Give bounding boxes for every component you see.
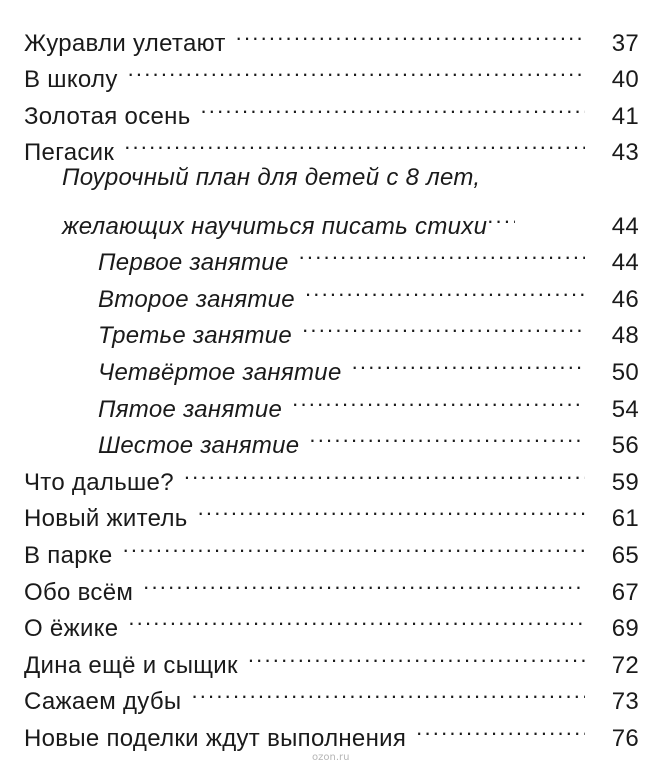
toc-entry-title: Новые поделки ждут выполнения [24,724,407,752]
toc-entry-title: Поурочный план для детей с 8 лет, [62,164,481,192]
toc-entry [0,636,661,679]
toc-entry-title: В школу [24,66,118,94]
toc-entry [0,417,661,460]
toc-entry [0,709,661,752]
dot-leader [487,197,515,234]
dot-leader [305,270,585,307]
toc-entry [0,343,661,386]
toc-entry-title: Журавли улетают [24,29,226,57]
toc-entry-page: 48 [611,322,639,350]
dot-leader [236,14,585,51]
toc-entry-title: желающих научиться писать стихи [62,212,488,240]
toc-entry-title: Обо всём [24,578,134,606]
dot-leader [191,673,585,710]
watermark-text: ozon.ru [312,752,350,763]
toc-entry-title: В парке [24,541,113,569]
toc-entry [0,234,661,277]
dot-leader [128,600,585,637]
toc-entry-page: 44 [611,212,639,240]
toc-entry [0,600,661,643]
toc-entry-title: Третье занятие [98,322,293,350]
toc-entry-page: 72 [611,651,639,679]
toc-entry-title: Золотая осень [24,102,191,130]
dot-leader [184,453,585,490]
toc-entry [0,526,661,569]
toc-entry-page: 73 [611,688,639,716]
dot-leader [299,234,585,271]
toc-entry [0,270,661,313]
dot-leader [309,417,585,454]
toc-entry-title: Первое занятие [98,249,289,277]
toc-entry-title: Пятое занятие [98,395,283,423]
toc-entry [0,380,661,423]
dot-leader [416,709,585,746]
toc-entry-page: 37 [611,29,639,57]
toc-entry-page: 44 [611,249,639,277]
dot-leader [352,343,585,380]
toc-entry [0,563,661,606]
toc-entry-title: Новый житель [24,505,188,533]
dot-leader [143,563,585,600]
toc-entry [0,307,661,350]
toc-entry [0,197,661,240]
toc-entry-page: 41 [611,102,639,130]
dot-leader [292,380,585,417]
dot-leader [201,87,586,124]
table-of-contents [0,14,661,752]
toc-entry-title: Четвёртое занятие [98,358,342,386]
dot-leader [198,490,585,527]
toc-entry-page: 61 [611,505,639,533]
toc-entry-title: Шестое занятие [98,432,300,460]
toc-entry-title: О ёжике [24,615,119,643]
toc-entry [0,87,661,130]
dot-leader [248,636,585,673]
dot-leader [123,526,585,563]
dot-leader [124,124,585,161]
toc-entry-title: Дина ещё и сыщик [24,651,238,679]
toc-entry [0,124,661,167]
toc-entry-title: Пегасик [24,139,115,167]
toc-entry-page: 69 [611,615,639,643]
toc-entry-title: Сажаем дубы [24,688,182,716]
toc-entry [0,160,661,197]
toc-entry-title: Второе занятие [98,285,295,313]
dot-leader [128,51,585,88]
toc-entry-page: 43 [611,139,639,167]
toc-entry-page: 56 [611,432,639,460]
toc-entry-page: 50 [611,358,639,386]
dot-leader [302,307,585,344]
toc-entry [0,51,661,94]
toc-entry [0,673,661,716]
toc-entry-title: Что дальше? [24,468,174,496]
toc-entry-page: 40 [611,66,639,94]
toc-entry [0,453,661,496]
toc-entry-page: 67 [611,578,639,606]
toc-entry-page: 46 [611,285,639,313]
toc-entry [0,490,661,533]
toc-entry-page: 59 [611,468,639,496]
toc-entry-page: 54 [611,395,639,423]
toc-entry-page: 65 [611,541,639,569]
toc-entry-page: 76 [611,724,639,752]
toc-entry [0,14,661,57]
